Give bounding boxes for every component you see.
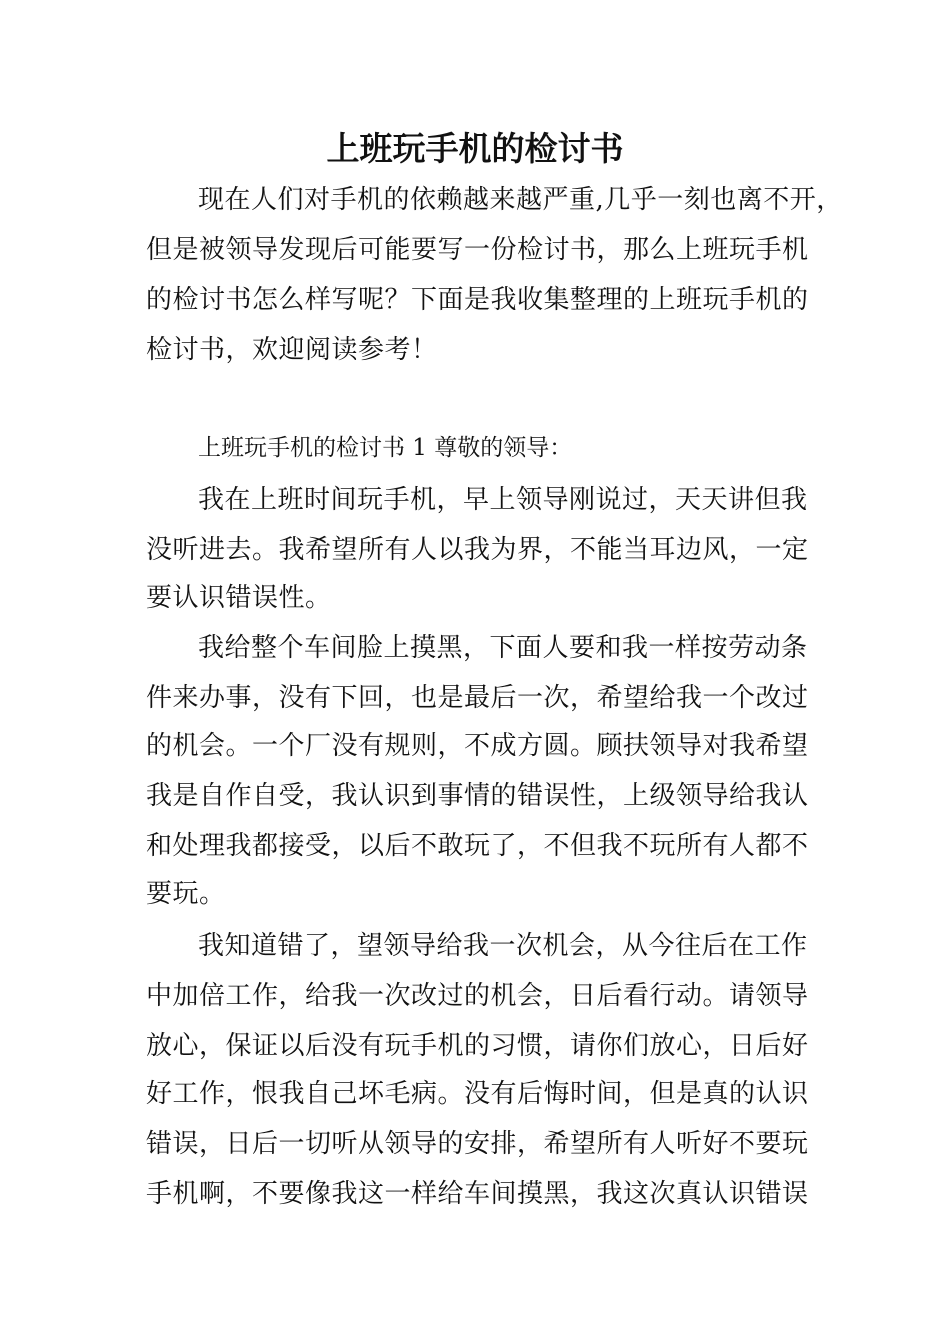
paragraph-line: 我在上班时间玩手机，早上领导刚说过，天天讲但我 [198, 485, 808, 515]
paragraph-line: 要认识错误性。 [146, 583, 332, 613]
paragraph-line: 错误，日后一切听从领导的安排，希望所有人听好不要玩 [146, 1129, 809, 1159]
paragraph-line: 我知道错了，望领导给我一次机会，从今往后在工作 [198, 931, 808, 961]
paragraph-line: 我是自作自受，我认识到事情的错误性，上级领导给我认 [146, 781, 809, 811]
paragraph-line: 我给整个车间脸上摸黑，下面人要和我一样按劳动条 [198, 633, 808, 663]
paragraph-line: 没听进去。我希望所有人以我为界，不能当耳边风，一定 [146, 535, 809, 565]
paragraph-line: 手机啊，不要像我这一样给车间摸黑，我这次真认识错误 [146, 1179, 809, 1209]
paragraph-line: 的机会。一个厂没有规则，不成方圆。顾扶领导对我希望 [146, 731, 809, 761]
paragraph-line: 中加倍工作，给我一次改过的机会，日后看行动。请领导 [146, 981, 809, 1011]
paragraph-line: 放心，保证以后没有玩手机的习惯，请你们放心，日后好 [146, 1031, 809, 1061]
intro-line: 现在人们对手机的依赖越来越严重,几乎一刻也离不开， [198, 185, 843, 215]
intro-line: 的检讨书怎么样写呢？下面是我收集整理的上班玩手机的 [146, 285, 809, 315]
document-title: 上班玩手机的检讨书 [326, 129, 624, 168]
intro-line: 检讨书，欢迎阅读参考！ [146, 335, 438, 365]
paragraph-line: 件来办事，没有下回，也是最后一次，希望给我一个改过 [146, 683, 809, 713]
section-heading: 上班玩手机的检讨书 1 尊敬的领导： [198, 435, 573, 461]
paragraph-line: 好工作，恨我自己坏毛病。没有后悔时间，但是真的认识 [146, 1079, 809, 1109]
paragraph-line: 要玩。 [146, 879, 226, 909]
paragraph-line: 和处理我都接受，以后不敢玩了，不但我不玩所有人都不 [146, 831, 809, 861]
intro-line: 但是被领导发现后可能要写一份检讨书，那么上班玩手机 [146, 235, 809, 265]
